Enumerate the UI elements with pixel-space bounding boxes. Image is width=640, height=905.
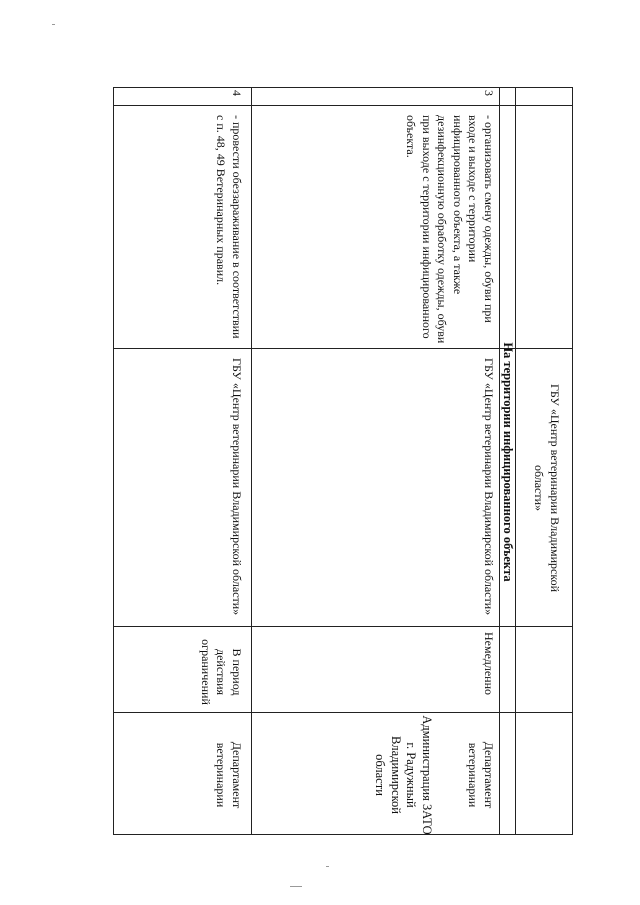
- scan-mark: [52, 24, 55, 25]
- top-row-executor-cell: [516, 348, 572, 626]
- grid-line: [251, 88, 252, 834]
- row-control: Департамент ветеринарии: [214, 741, 244, 809]
- row-measure: - организовать смену одежды, обуви при входе и выходе с территории инфицированного объекта, а также дезинфекционную обработку одежды, обуви при выходе с территории инфицированного объекта.: [404, 115, 496, 344]
- row-measure: - провести обеззараживание в соответствии с п. 48, 49 Ветеринарных правил.: [214, 115, 244, 339]
- row-term: В период действия ограничений: [199, 639, 244, 705]
- measures-table: [113, 87, 573, 835]
- section-heading: На территории инфицированного объекта: [501, 342, 515, 582]
- row-number: 4: [230, 90, 244, 96]
- row-number: 3: [482, 90, 496, 96]
- scan-mark: [290, 886, 302, 887]
- row-executor: ГБУ «Центр ветеринарии Владимирской области»: [230, 358, 244, 616]
- row-control-extra: Администрация ЗАТО г. Радужный Владимирской области: [373, 715, 434, 835]
- row-term: Немедленно: [482, 632, 496, 696]
- row-control: Департамент ветеринарии: [466, 741, 496, 809]
- top-row-executor: ГБУ «Центр ветеринарии Владимирской области»: [532, 383, 562, 593]
- row-executor: ГБУ «Центр ветеринарии Владимирской области»: [482, 358, 496, 616]
- scan-mark: [326, 866, 329, 867]
